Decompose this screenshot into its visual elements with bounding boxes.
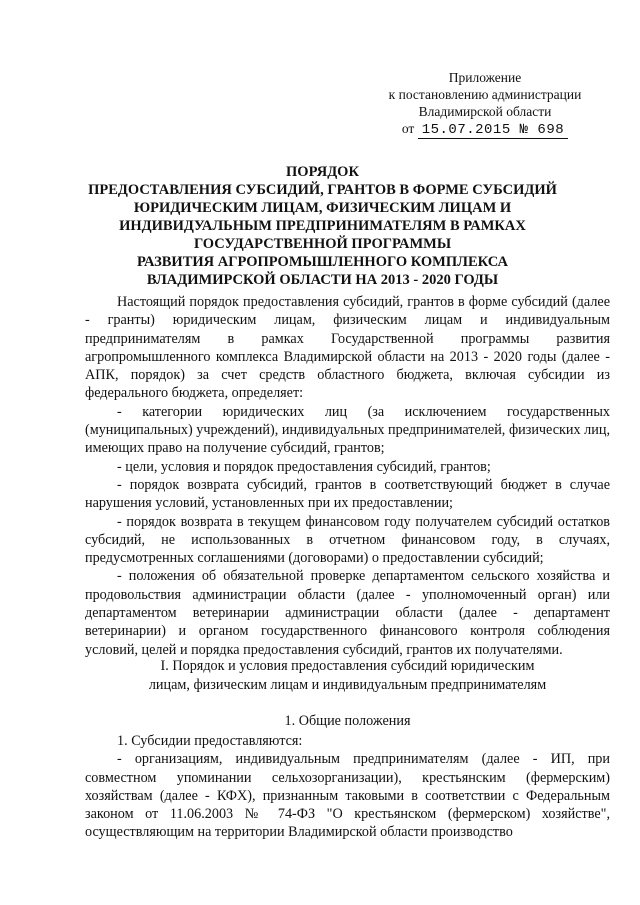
section-heading-line-1: I. Порядок и условия предоставления субсидий юридическим	[160, 658, 535, 674]
clause-paragraph: - организациям, индивидуальным предпринимателям (далее - ИП, при совместном упоминании сельхозорганизации), крестьянским (фермерским) хозяйствам (далее - КФХ), признанным таковыми в соответствии с Федеральным законом от 11.06.2003 № 74-ФЗ "О крестьянском (фермерском) хозяйстве", осуществляющим на территории Владимирской области производство	[85, 751, 610, 841]
appendix-region: Владимирской области	[418, 104, 552, 119]
section-heading-line-2: лицам, физическим лицам и индивидуальным предпринимателям	[148, 677, 547, 693]
clause-block	[85, 732, 610, 842]
intro-paragraph: Настоящий порядок предоставления субсидий, грантов в форме субсидий (далее - гранты) юридическим лицам, физическим лицам и индивидуальным предпринимателям в рамках Государственной программы развития агропромышленного комплекса Владимирской области на 2013 - 2020 годы (далее - АПК, порядок) за счет средств областного бюджета, включая субсидии из федерального бюджета, определяет:	[85, 294, 610, 402]
subsection-heading: 1. Общие положения	[284, 713, 411, 729]
list-item: - категории юридических лиц (за исключением государственных (муниципальных) учреждений), индивидуальных предпринимателей, физических лиц, имеющих право на получение субсидий, грантов;	[85, 403, 610, 457]
section-heading	[85, 657, 610, 695]
list-item: - порядок возврата в текущем финансовом году получателем субсидий остатков субсидий, не использованных в отчетном финансовом году, в случаях, предусмотренных соглашениями (договорами) о предоставлении субсидий;	[85, 513, 610, 567]
title-line-5: ГОСУДАРСТВЕННОЙ ПРОГРАММЫ	[193, 236, 452, 252]
clause-heading: 1. Субсидии предоставляются:	[117, 733, 303, 749]
resolution-date-number: 15.07.2015 № 698	[418, 122, 568, 139]
date-prefix: от	[401, 121, 415, 136]
title-line-7: ВЛАДИМИРСКОЙ ОБЛАСТИ НА 2013 - 2020 ГОДЫ	[146, 272, 499, 288]
title-line-1: ПОРЯДОК	[286, 164, 359, 180]
list-item: - цели, условия и порядок предоставления субсидий, грантов;	[117, 458, 491, 475]
title-line-3: ЮРИДИЧЕСКИМ ЛИЦАМ, ФИЗИЧЕСКИМ ЛИЦАМ И	[133, 200, 512, 216]
appendix-date-line	[380, 120, 590, 139]
appendix-label: Приложение	[448, 70, 522, 85]
list-item: - порядок возврата субсидий, грантов в соответствующий бюджет в случае нарушения условий, установленных при их предоставлении;	[85, 476, 610, 512]
document-title	[85, 163, 560, 289]
list-item: - положения об обязательной проверке департаментом сельского хозяйства и продовольствия администрации области (далее - уполномоченный орган) или департаментом ветеринарии администрации области (далее - департамент ветеринарии) и органом государственного финансового контроля соблюдения условий, целей и порядка предоставления субсидий, грантов их получателями.	[85, 568, 610, 658]
title-line-2: ПРЕДОСТАВЛЕНИЯ СУБСИДИЙ, ГРАНТОВ В ФОРМЕ СУБСИДИЙ	[88, 182, 557, 198]
title-line-6: РАЗВИТИЯ АГРОПРОМЫШЛЕННОГО КОМПЛЕКСА	[136, 254, 508, 270]
appendix-header	[380, 69, 590, 139]
appendix-resolution: к постановлению администрации	[388, 87, 582, 102]
title-line-4: ИНДИВИДУАЛЬНЫМ ПРЕДПРИНИМАТЕЛЯМ В РАМКАХ	[119, 218, 526, 234]
intro-block	[85, 293, 610, 659]
